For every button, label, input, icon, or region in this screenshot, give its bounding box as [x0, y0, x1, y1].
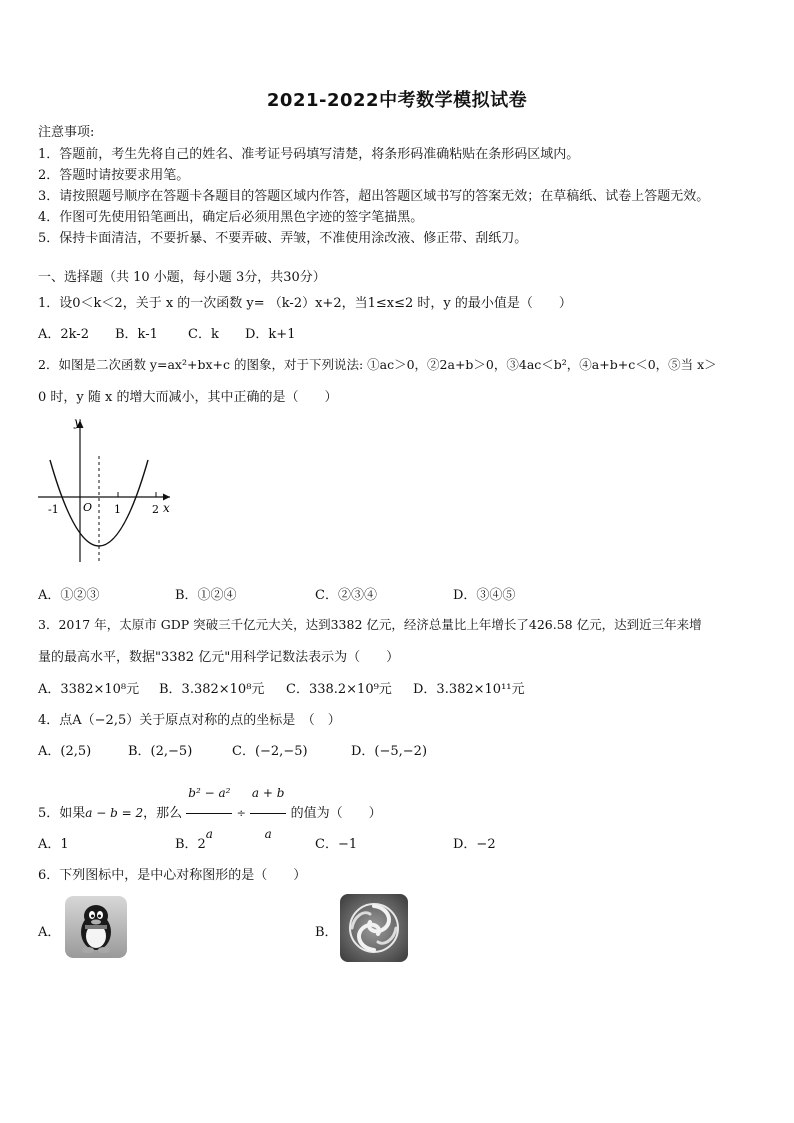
- q5-frac2-denominator: a: [264, 827, 272, 841]
- tick-label-neg1: -1: [48, 503, 59, 516]
- q5-prefix: 5．如果: [38, 806, 86, 821]
- parabola-graph: [36, 412, 176, 572]
- swirl-icon: [340, 894, 408, 962]
- question-6: 6．下列图标中，是中心对称图形的是（ ）: [38, 868, 307, 883]
- note-item: 1．答题前，考生先将自己的姓名、准考证号码填写清楚，将条形码准确粘贴在条形码区域内。: [38, 147, 580, 162]
- q5-condition: a − b = 2: [85, 806, 144, 820]
- q5-frac1-numerator: b² − a²: [186, 773, 232, 814]
- question-1: 1．设0＜k＜2，关于 x 的一次函数 y= （k-2）x+2，当1≤x≤2 时，y 的最小值是（ ）: [38, 296, 572, 311]
- x-label: x: [163, 501, 170, 515]
- penguin-icon: [65, 896, 127, 958]
- q1-option-d: D．k+1: [245, 327, 296, 342]
- q3-option-a: A．3382×10⁸元: [38, 682, 140, 697]
- note-item: 5．保持卡面清洁，不要折暴、不要弄破、弄皱，不准使用涂改液、修正带、刮纸刀。: [38, 231, 528, 246]
- question-2-line1: 2．如图是二次函数 y=ax²+bx+c 的图象，对于下列说法: ①ac＞0，②2a+b＞0，③4ac＜b²，④a+b+c＜0，⑤当 x＞: [38, 357, 717, 372]
- q5-option-a: A．1: [38, 837, 69, 852]
- question-3-line2: 量的最高水平，数据"3382 亿元"用科学记数法表示为（ ）: [38, 650, 400, 665]
- q2-option-d: D．③④⑤: [453, 588, 516, 603]
- note-item: 4．作图可先使用铅笔画出，确定后必须用黑色字迹的签字笔描黑。: [38, 210, 424, 225]
- parabola-curve: [50, 460, 148, 546]
- note-item: 3．请按照题号顺序在答题卡各题目的答题区域内作答，超出答题区域书写的答案无效；在草稿纸、试卷上答题无效。: [38, 189, 710, 204]
- tick-label-1: 1: [114, 503, 121, 516]
- q6-option-a: A．: [38, 925, 61, 940]
- q4-option-c: C．(−2,−5): [232, 744, 308, 759]
- q2-option-c: C．②③④: [315, 588, 377, 603]
- q5-suffix: 的值为（ ）: [290, 806, 382, 821]
- q3-option-d: D．3.382×10¹¹元: [413, 682, 525, 697]
- q5-mid: ，那么: [143, 806, 183, 821]
- section-heading: 一、选择题（共 10 小题，每小题 3分，共30分）: [38, 270, 326, 285]
- q1-option-b: B．k-1: [115, 327, 158, 342]
- question-4: 4．点A（−2,5）关于原点对称的点的坐标是 （ ）: [38, 713, 341, 728]
- page-title: 2021-2022中考数学模拟试卷: [266, 90, 528, 111]
- q5-fraction-2: [250, 773, 287, 854]
- q3-option-c: C．338.2×10⁹元: [286, 682, 392, 697]
- q5-frac2-numerator: a + b: [250, 773, 287, 814]
- x-axis-arrow: [163, 494, 170, 501]
- q6-option-b: B．: [315, 925, 338, 940]
- question-2-line2: 0 时，y 随 x 的增大而减小，其中正确的是（ ）: [38, 390, 338, 405]
- tick-label-2: 2: [152, 503, 159, 516]
- q1-option-c: C．k: [188, 327, 219, 342]
- q5-option-b: B．2: [175, 837, 206, 852]
- q5-divide: ÷: [236, 807, 246, 820]
- q3-option-b: B．3.382×10⁸元: [159, 682, 265, 697]
- question-5: [38, 773, 382, 841]
- q5-option-c: C．−1: [315, 837, 358, 852]
- q4-option-a: A．(2,5): [38, 744, 92, 759]
- q1-option-a: A．2k-2: [38, 327, 89, 342]
- q2-option-b: B．①②④: [175, 588, 237, 603]
- origin-label: O: [83, 501, 93, 514]
- q4-option-b: B．(2,−5): [128, 744, 193, 759]
- q5-frac1-denominator: a: [205, 827, 213, 841]
- q5-option-d: D．−2: [453, 837, 496, 852]
- q2-option-a: A．①②③: [38, 588, 100, 603]
- q4-option-d: D．(−5,−2): [351, 744, 428, 759]
- question-3-line1: 3．2017 年，太原市 GDP 突破三千亿元大关，达到3382 亿元，经济总量比上年增长了426.58 亿元，达到近三年来增: [38, 617, 702, 632]
- notes-heading: 注意事项:: [38, 125, 95, 140]
- y-label: y: [74, 415, 81, 429]
- note-item: 2．答题时请按要求用笔。: [38, 168, 190, 183]
